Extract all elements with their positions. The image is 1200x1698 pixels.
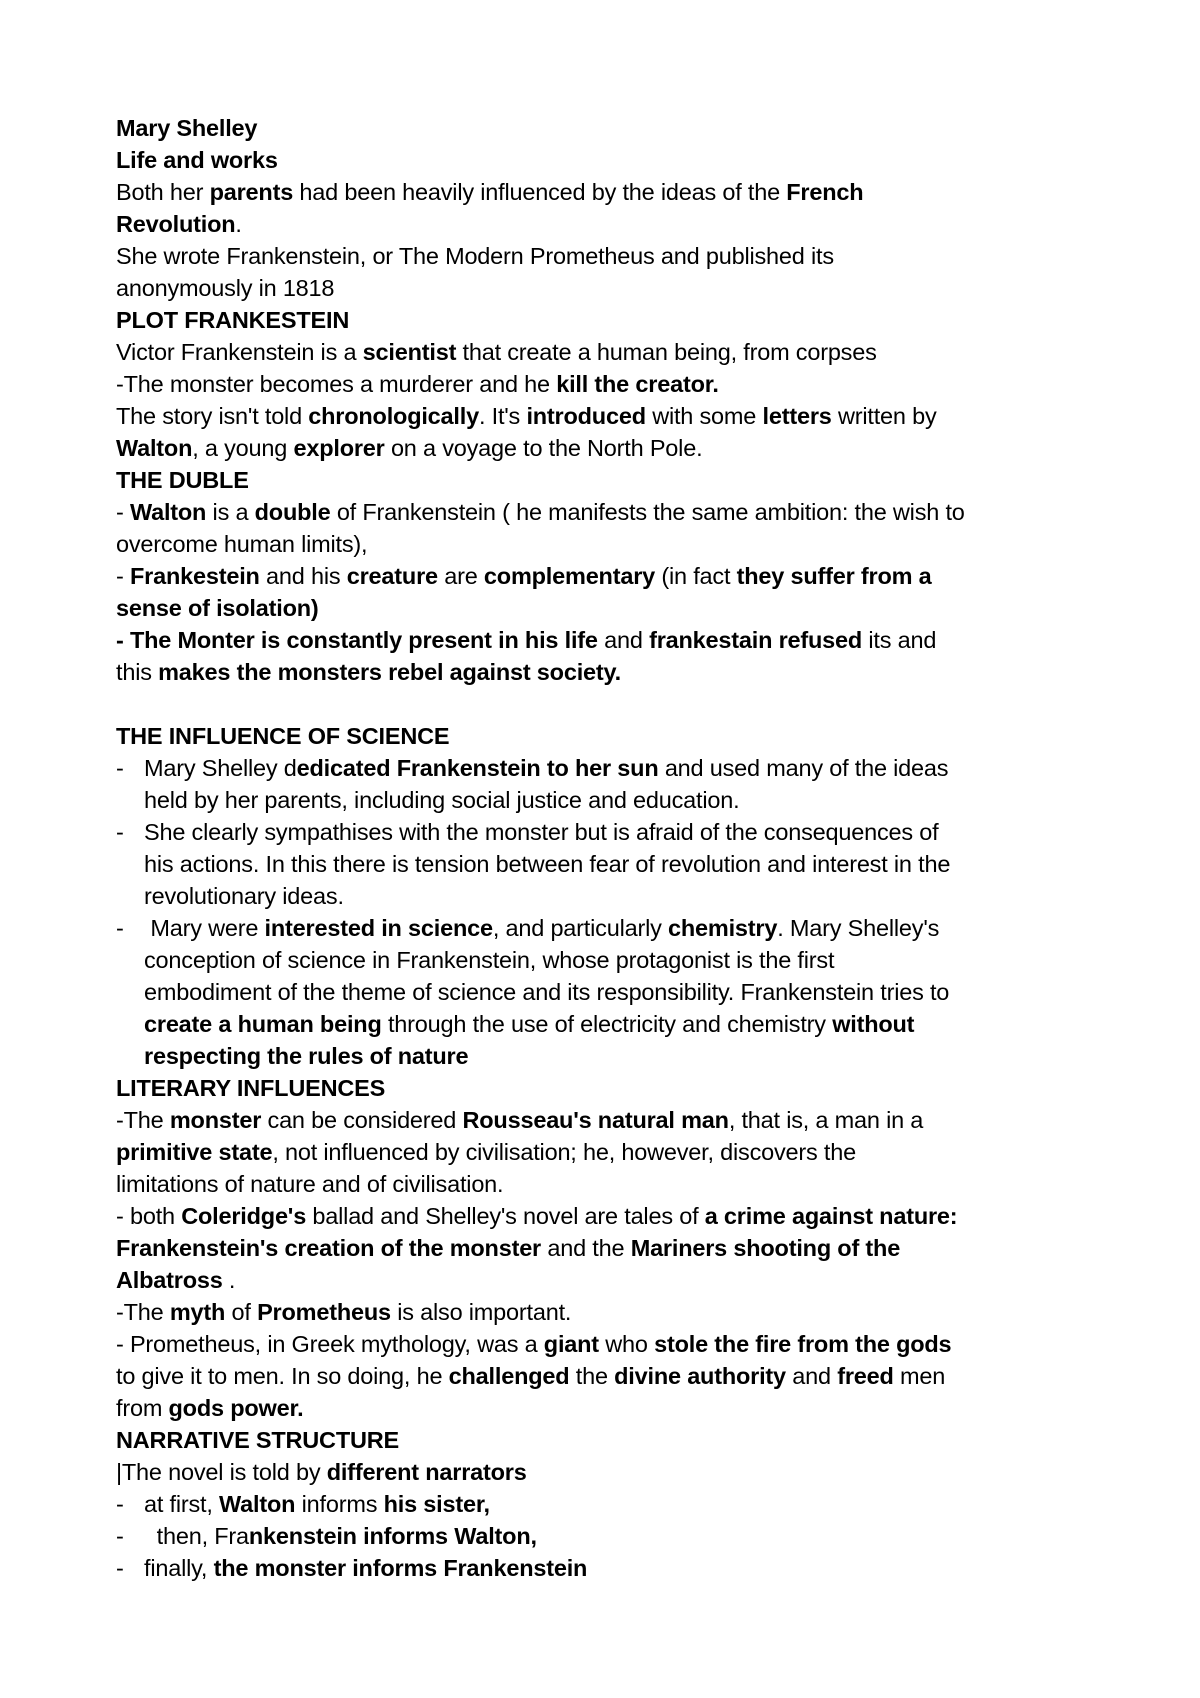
paragraph-line bbox=[116, 432, 1116, 464]
paragraph-line bbox=[116, 656, 1116, 688]
bold-text-run: monster bbox=[169, 1107, 262, 1133]
bullet-dash: - bbox=[116, 755, 124, 781]
bold-text-run: primitive state bbox=[116, 1139, 273, 1165]
bullet-dash: - bbox=[116, 1523, 124, 1549]
bullet-text: She clearly sympathises with the monster but is afraid of the consequences of bbox=[144, 819, 939, 845]
text-run: Mary Shelley d bbox=[144, 755, 297, 781]
text-run: is also important. bbox=[390, 1299, 572, 1325]
bold-text-run: introduced bbox=[526, 403, 646, 429]
bullet-line bbox=[116, 816, 1116, 848]
bold-text-run: creature bbox=[346, 563, 438, 589]
text-run: informs bbox=[295, 1491, 384, 1517]
heading-narrative-structure: NARRATIVE STRUCTURE bbox=[116, 1427, 399, 1453]
bold-text-run: explorer bbox=[293, 435, 385, 461]
text-run: . bbox=[222, 1267, 236, 1293]
text-run: to give it to men. In so doing, he bbox=[116, 1363, 449, 1389]
bullet-continuation bbox=[116, 784, 1116, 816]
paragraph-line: anonymously in 1818 bbox=[116, 275, 335, 301]
text-run: its and bbox=[862, 627, 937, 653]
text-run: - bbox=[116, 563, 130, 589]
bullet-continuation bbox=[116, 1008, 1116, 1040]
paragraph-line bbox=[116, 176, 1116, 208]
bold-text-run: stole the fire from the gods bbox=[654, 1331, 952, 1357]
paragraph-line bbox=[116, 1296, 1116, 1328]
bold-text-run: scientist bbox=[362, 339, 457, 365]
bold-text-run: letters bbox=[762, 403, 832, 429]
text-run: -The bbox=[116, 1107, 170, 1133]
bullet-dash: - bbox=[116, 819, 124, 845]
text-run: finally, bbox=[144, 1555, 214, 1581]
bullet-dash: - bbox=[116, 915, 124, 941]
text-run: on a voyage to the North Pole. bbox=[384, 435, 703, 461]
bold-text-run: Frankenstein's creation of the monster bbox=[116, 1235, 542, 1261]
bullet-text: his actions. In this there is tension between fear of revolution and interest in the bbox=[144, 851, 951, 877]
bold-text-run: Walton bbox=[116, 435, 193, 461]
bullet-line bbox=[116, 912, 1116, 944]
text-run: |The novel is told by bbox=[116, 1459, 327, 1485]
bullet-text: held by her parents, including social justice and education. bbox=[144, 787, 740, 813]
text-run: then, Fra bbox=[144, 1523, 249, 1549]
text-run: (in fact bbox=[655, 563, 737, 589]
bullet-line bbox=[116, 1520, 1116, 1552]
text-run: is a bbox=[206, 499, 255, 525]
paragraph-line: limitations of nature and of civilisation. bbox=[116, 1171, 504, 1197]
text-run: who bbox=[598, 1331, 655, 1357]
paragraph-line bbox=[116, 1104, 1116, 1136]
paragraph-line: She wrote Frankenstein, or The Modern Prometheus and published its bbox=[116, 243, 834, 269]
text-run: had been heavily influenced by the ideas of the bbox=[293, 179, 787, 205]
bold-text-run: freed bbox=[837, 1363, 894, 1389]
paragraph-line bbox=[116, 592, 1116, 624]
paragraph-line bbox=[116, 1456, 1116, 1488]
bold-text-run: respecting the rules of nature bbox=[144, 1043, 469, 1069]
bullet-dash: - bbox=[116, 1555, 124, 1581]
text-run: and bbox=[785, 1363, 838, 1389]
bold-text-run: without bbox=[832, 1011, 915, 1037]
text-run: , and particularly bbox=[492, 915, 668, 941]
bullet-dash: - bbox=[116, 1491, 124, 1517]
bold-text-run: chemistry bbox=[668, 915, 778, 941]
bold-text-run: different narrators bbox=[326, 1459, 527, 1485]
bullet-text: conception of science in Frankenstein, whose protagonist is the first bbox=[144, 947, 835, 973]
paragraph-line bbox=[116, 400, 1116, 432]
bold-text-run: Coleridge's bbox=[181, 1203, 307, 1229]
paragraph-line bbox=[116, 1328, 1116, 1360]
bold-text-run: nkenstein informs Walton, bbox=[248, 1523, 537, 1549]
text-run: and used many of the ideas bbox=[658, 755, 949, 781]
bold-text-run: they suffer from a bbox=[736, 563, 932, 589]
bold-text-run: Monter is constantly present in his life bbox=[177, 627, 598, 653]
text-run: at first, bbox=[144, 1491, 220, 1517]
bold-text-run: Walton bbox=[219, 1491, 296, 1517]
bold-text-run: his sister, bbox=[383, 1491, 490, 1517]
bold-text-run: Walton bbox=[129, 499, 207, 525]
bullet-continuation bbox=[116, 976, 1116, 1008]
bullet-line bbox=[116, 1552, 1116, 1584]
bold-text-run: sense of isolation) bbox=[116, 595, 319, 621]
paragraph-line: overcome human limits), bbox=[116, 531, 368, 557]
heading-literary-influences: LITERARY INFLUENCES bbox=[116, 1075, 386, 1101]
text-run: - bbox=[116, 499, 130, 525]
bold-text-run: challenged bbox=[448, 1363, 570, 1389]
text-run: , not influenced by civilisation; he, however, discovers the bbox=[272, 1139, 857, 1165]
text-run: that create a human being, from corpses bbox=[456, 339, 877, 365]
bold-text-run: makes the monsters rebel against society. bbox=[158, 659, 621, 685]
text-run: Victor Frankenstein is a bbox=[116, 339, 363, 365]
bold-text-run: Mariners shooting of the bbox=[630, 1235, 901, 1261]
text-run: from bbox=[116, 1395, 169, 1421]
paragraph-line bbox=[116, 368, 1116, 400]
text-run: of Frankenstein ( he manifests the same ambition: the wish to bbox=[330, 499, 965, 525]
bold-text-run: Frankestein bbox=[129, 563, 260, 589]
text-run: through the use of electricity and chemistry bbox=[381, 1011, 833, 1037]
bold-text-run: divine authority bbox=[614, 1363, 786, 1389]
document-title: Mary Shelley bbox=[116, 115, 258, 141]
bold-text-run: the monster informs Frankenstein bbox=[213, 1555, 588, 1581]
text-run: can be considered bbox=[261, 1107, 463, 1133]
bold-text-run: Albatross bbox=[116, 1267, 223, 1293]
text-run: . Mary Shelley's bbox=[777, 915, 940, 941]
bold-text-run: a crime against nature: bbox=[704, 1203, 958, 1229]
bold-text-run: parents bbox=[209, 179, 294, 205]
text-run: , a young bbox=[192, 435, 294, 461]
bullet-continuation bbox=[116, 880, 1116, 912]
text-run: - Prometheus, in Greek mythology, was a bbox=[116, 1331, 544, 1357]
bold-text-run: create a human being bbox=[144, 1011, 382, 1037]
bold-text-run: complementary bbox=[483, 563, 656, 589]
bold-text-run: double bbox=[254, 499, 331, 525]
bold-text-run: Revolution bbox=[116, 211, 236, 237]
text-run: - both bbox=[116, 1203, 182, 1229]
paragraph-line bbox=[116, 336, 1116, 368]
text-run: and his bbox=[259, 563, 347, 589]
paragraph-line bbox=[116, 560, 1116, 592]
text-run: . It's bbox=[478, 403, 527, 429]
paragraph-line bbox=[116, 1232, 1116, 1264]
bullet-line bbox=[116, 752, 1116, 784]
text-run: are bbox=[437, 563, 484, 589]
bold-text-run: gods power. bbox=[168, 1395, 304, 1421]
bold-text-run: interested in science bbox=[264, 915, 493, 941]
bold-text-run: giant bbox=[543, 1331, 599, 1357]
document-page bbox=[116, 112, 1116, 1584]
bullet-text: embodiment of the theme of science and its responsibility. Frankenstein tries to bbox=[144, 979, 950, 1005]
text-run: and bbox=[597, 627, 650, 653]
bullet-continuation bbox=[116, 848, 1116, 880]
text-run: , that is, a man in a bbox=[728, 1107, 924, 1133]
text-run: of bbox=[225, 1299, 258, 1325]
paragraph-line bbox=[116, 624, 1116, 656]
bold-text-run: myth bbox=[169, 1299, 226, 1325]
bullet-line bbox=[116, 1488, 1116, 1520]
bold-text-run: frankestain refused bbox=[649, 627, 863, 653]
text-run: . bbox=[235, 211, 242, 237]
bold-text-run: - The bbox=[116, 627, 178, 653]
bullet-continuation bbox=[116, 1040, 1116, 1072]
bold-text-run: Rousseau's natural man bbox=[462, 1107, 729, 1133]
bold-text-run: Prometheus bbox=[257, 1299, 391, 1325]
paragraph-line bbox=[116, 1200, 1116, 1232]
paragraph-line bbox=[116, 1392, 1116, 1424]
text-run: Both her bbox=[116, 179, 210, 205]
paragraph-line bbox=[116, 208, 1116, 240]
paragraph-line bbox=[116, 1264, 1116, 1296]
bold-text-run: kill the creator. bbox=[556, 371, 719, 397]
bullet-continuation bbox=[116, 944, 1116, 976]
text-run: men bbox=[893, 1363, 946, 1389]
paragraph-line bbox=[116, 1360, 1116, 1392]
paragraph-line bbox=[116, 496, 1116, 528]
heading-plot: PLOT FRANKESTEIN bbox=[116, 307, 350, 333]
text-run: and the bbox=[541, 1235, 631, 1261]
text-run: this bbox=[116, 659, 159, 685]
text-run: Mary were bbox=[144, 915, 265, 941]
bold-text-run: chronologically bbox=[308, 403, 479, 429]
paragraph-line bbox=[116, 1136, 1116, 1168]
text-run: The story isn't told bbox=[116, 403, 309, 429]
bold-text-run: edicated Frankenstein to her sun bbox=[296, 755, 659, 781]
text-run: ballad and Shelley's novel are tales of bbox=[306, 1203, 705, 1229]
text-run: with some bbox=[645, 403, 763, 429]
text-run: -The bbox=[116, 1299, 170, 1325]
text-run: the bbox=[569, 1363, 615, 1389]
heading-life-and-works: Life and works bbox=[116, 147, 278, 173]
heading-influence-of-science: THE INFLUENCE OF SCIENCE bbox=[116, 723, 450, 749]
text-run: written by bbox=[831, 403, 937, 429]
bold-text-run: French bbox=[786, 179, 864, 205]
heading-the-duble: THE DUBLE bbox=[116, 467, 249, 493]
text-run: -The monster becomes a murderer and he bbox=[116, 371, 557, 397]
bullet-text: revolutionary ideas. bbox=[144, 883, 344, 909]
blank-line bbox=[116, 688, 1116, 720]
